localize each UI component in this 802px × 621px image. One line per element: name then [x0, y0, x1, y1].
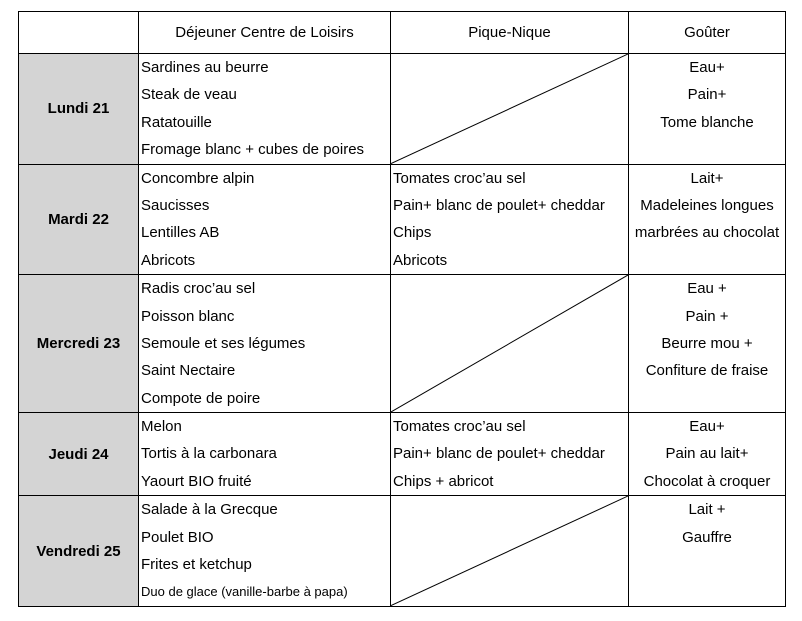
pique-nique-empty-cell: [391, 54, 629, 165]
gouter-item: Lait+: [690, 169, 724, 187]
gouter-item: Pain au lait+: [665, 445, 749, 463]
gouter-item: Pain+: [687, 86, 727, 104]
header-row: [19, 12, 786, 54]
dejeuner-item: Radis croc’au sel: [141, 280, 256, 298]
menu-table: [18, 11, 786, 607]
pique-nique-item: Chips + abricot: [393, 472, 494, 490]
dejeuner-cell: [139, 54, 391, 165]
gouter-item: Beurre mou +: [661, 334, 753, 352]
dejeuner-item: Fromage blanc + cubes de poires: [141, 141, 365, 159]
pique-nique-item: Pain+ blanc de poulet+ cheddar: [393, 445, 605, 463]
gouter-item: Tome blanche: [660, 113, 754, 131]
dejeuner-item: Lentilles AB: [141, 224, 220, 242]
dejeuner-item: Yaourt BIO fruité: [141, 472, 252, 490]
dejeuner-item: Abricots: [141, 251, 196, 269]
pique-nique-item: Tomates croc’au sel: [393, 169, 526, 187]
dejeuner-item: Poulet BIO: [141, 528, 214, 546]
day-label: Mercredi 23: [19, 275, 139, 413]
dejeuner-item: Poisson blanc: [141, 307, 235, 325]
dejeuner-item: Tortis à la carbonara: [141, 445, 277, 463]
pique-nique-empty-cell: [391, 496, 629, 607]
dejeuner-item: Salade à la Grecque: [141, 501, 278, 519]
gouter-item: Lait +: [688, 501, 726, 519]
diagonal-strike: [391, 496, 628, 606]
dejeuner-item: Saucisses: [141, 196, 210, 214]
day-label: Mardi 22: [19, 164, 139, 275]
day-label: Vendredi 25: [19, 496, 139, 607]
dejeuner-item: Duo de glace (vanille-barbe à papa): [141, 584, 348, 600]
gouter-item: Eau+: [689, 59, 725, 76]
day-row-jeudi: [19, 413, 786, 496]
dejeuner-cell: [139, 413, 391, 496]
dejeuner-item: Saint Nectaire: [141, 362, 236, 380]
day-row-mercredi: [19, 275, 786, 413]
header-gouter: Goûter: [629, 12, 786, 54]
dejeuner-cell: [139, 496, 391, 607]
pique-nique-cell: [391, 164, 629, 275]
pique-nique-item: Chips: [393, 224, 432, 242]
dejeuner-item: Sardines au beurre: [141, 59, 269, 76]
header-dejeuner: Déjeuner Centre de Loisirs: [139, 12, 391, 54]
pique-nique-item: Abricots: [393, 251, 448, 269]
pique-nique-cell: [391, 413, 629, 496]
dejeuner-cell: [139, 164, 391, 275]
diagonal-strike: [391, 275, 628, 412]
gouter-item: Madeleines longues: [640, 196, 774, 214]
day-label: Jeudi 24: [19, 413, 139, 496]
gouter-cell: [629, 275, 786, 413]
gouter-item: Confiture de fraise: [645, 362, 769, 380]
pique-nique-item: Tomates croc’au sel: [393, 418, 526, 436]
gouter-cell: [629, 164, 786, 275]
dejeuner-item: Frites et ketchup: [141, 556, 252, 574]
dejeuner-item: Melon: [141, 418, 182, 436]
gouter-item: marbrées au chocolat: [634, 224, 780, 242]
dejeuner-item: Steak de veau: [141, 86, 237, 104]
dejeuner-item: Compote de poire: [141, 389, 261, 407]
gouter-item: Chocolat à croquer: [643, 472, 771, 490]
day-label: Lundi 21: [19, 54, 139, 165]
header-pique-nique: Pique-Nique: [391, 12, 629, 54]
day-row-mardi: [19, 164, 786, 275]
dejeuner-item: Ratatouille: [141, 113, 212, 131]
gouter-cell: [629, 413, 786, 496]
diagonal-strike: [391, 54, 628, 164]
gouter-cell: [629, 496, 786, 607]
pique-nique-item: Pain+ blanc de poulet+ cheddar: [393, 196, 605, 214]
gouter-item: Pain +: [685, 307, 729, 325]
gouter-item: Gauffre: [682, 528, 732, 546]
day-row-lundi: [19, 54, 786, 165]
pique-nique-empty-cell: [391, 275, 629, 413]
dejeuner-item: Semoule et ses légumes: [141, 334, 306, 352]
dejeuner-item: Concombre alpin: [141, 169, 255, 187]
dejeuner-cell: [139, 275, 391, 413]
gouter-item: Eau+: [689, 418, 725, 436]
gouter-item: Eau +: [687, 280, 727, 298]
gouter-cell: [629, 54, 786, 165]
header-empty: [19, 12, 139, 54]
day-row-vendredi: [19, 496, 786, 607]
